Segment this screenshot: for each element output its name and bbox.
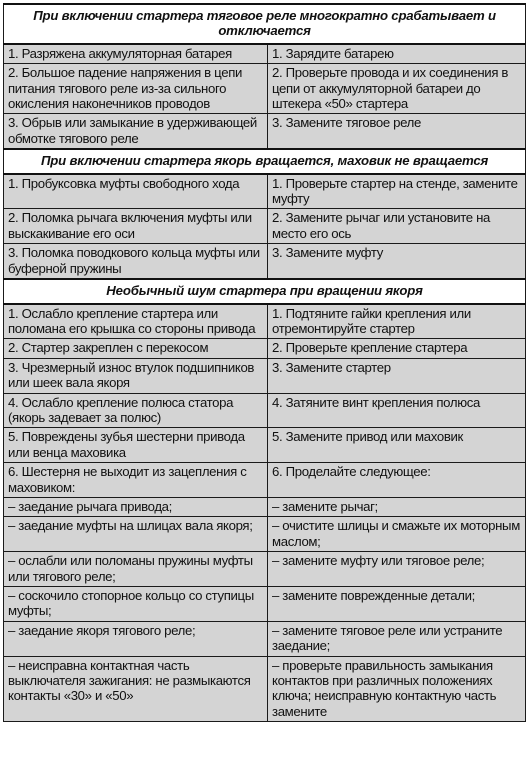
table-row	[4, 587, 526, 622]
remedy-cell: – замените тяговое реле или устраните заедание;	[268, 621, 526, 656]
cause-cell: 4. Ослабло крепление полюса статора (якорь задевает за полюс)	[4, 393, 268, 428]
table-row	[4, 358, 526, 393]
section-heading-row	[4, 4, 526, 44]
remedy-cell: 6. Проделайте следующее:	[268, 463, 526, 498]
remedy-cell: 1. Зарядите батарею	[268, 44, 526, 64]
cause-cell: 6. Шестерня не выходит из зацепления с маховиком:	[4, 463, 268, 498]
table-row	[4, 44, 526, 64]
remedy-cell: – проверьте правильность замыкания контактов при различных положениях ключа; неисправную контактную часть замените	[268, 656, 526, 722]
table-row	[4, 244, 526, 279]
remedy-cell: 3. Замените тяговое реле	[268, 114, 526, 149]
cause-cell: 1. Пробуксовка муфты свободного хода	[4, 174, 268, 209]
table-row	[4, 463, 526, 498]
section-heading: Необычный шум стартера при вращении якоря	[4, 279, 526, 303]
section-heading: При включении стартера якорь вращается, маховик не вращается	[4, 149, 526, 173]
table-row	[4, 304, 526, 339]
cause-cell: 2. Большое падение напряжения в цепи питания тягового реле из-за сильного окисления наконечников проводов	[4, 64, 268, 114]
table-row	[4, 339, 526, 358]
table-row	[4, 64, 526, 114]
remedy-cell: – замените рычаг;	[268, 497, 526, 516]
cause-cell: 1. Ослабло крепление стартера или поломана его крышка со стороны привода	[4, 304, 268, 339]
remedy-cell: 1. Проверьте стартер на стенде, замените муфту	[268, 174, 526, 209]
remedy-cell: 3. Замените муфту	[268, 244, 526, 279]
troubleshooting-table	[3, 3, 526, 722]
table-row	[4, 517, 526, 552]
remedy-cell: 3. Замените стартер	[268, 358, 526, 393]
table-body	[4, 4, 526, 722]
remedy-cell: – очистите шлицы и смажьте их моторным маслом;	[268, 517, 526, 552]
remedy-cell: 4. Затяните винт крепления полюса	[268, 393, 526, 428]
cause-cell: 2. Стартер закреплен с перекосом	[4, 339, 268, 358]
remedy-cell: 5. Замените привод или маховик	[268, 428, 526, 463]
cause-cell: 3. Чрезмерный износ втулок подшипников или шеек вала якоря	[4, 358, 268, 393]
table-row	[4, 209, 526, 244]
section-heading-row	[4, 149, 526, 173]
cause-cell: – неисправна контактная часть выключателя зажигания: не размыкаются контакты «30» и «50»	[4, 656, 268, 722]
remedy-cell: – замените муфту или тяговое реле;	[268, 552, 526, 587]
table-row	[4, 114, 526, 149]
table-row	[4, 393, 526, 428]
remedy-cell: 2. Проверьте провода и их соединения в цепи от аккумуляторной батареи до штекера «50» стартера	[268, 64, 526, 114]
remedy-cell: 2. Замените рычаг или установите на место его ось	[268, 209, 526, 244]
section-heading-row	[4, 279, 526, 303]
remedy-cell: – замените поврежденные детали;	[268, 587, 526, 622]
table-row	[4, 552, 526, 587]
cause-cell: 3. Обрыв или замыкание в удерживающей обмотке тягового реле	[4, 114, 268, 149]
remedy-cell: 1. Подтяните гайки крепления или отремонтируйте стартер	[268, 304, 526, 339]
cause-cell: 1. Разряжена аккумуляторная батарея	[4, 44, 268, 64]
cause-cell: – соскочило стопорное кольцо со ступицы муфты;	[4, 587, 268, 622]
cause-cell: 5. Повреждены зубья шестерни привода или венца маховика	[4, 428, 268, 463]
cause-cell: 3. Поломка поводкового кольца муфты или буферной пружины	[4, 244, 268, 279]
cause-cell: 2. Поломка рычага включения муфты или выскакивание его оси	[4, 209, 268, 244]
section-heading: При включении стартера тяговое реле многократно срабатывает и отключается	[4, 4, 526, 44]
cause-cell: – заедание рычага привода;	[4, 497, 268, 516]
table-row	[4, 621, 526, 656]
table-row	[4, 497, 526, 516]
cause-cell: – заедание якоря тягового реле;	[4, 621, 268, 656]
cause-cell: – ослабли или поломаны пружины муфты или тягового реле;	[4, 552, 268, 587]
table-row	[4, 428, 526, 463]
table-row	[4, 174, 526, 209]
table-row	[4, 656, 526, 722]
cause-cell: – заедание муфты на шлицах вала якоря;	[4, 517, 268, 552]
remedy-cell: 2. Проверьте крепление стартера	[268, 339, 526, 358]
